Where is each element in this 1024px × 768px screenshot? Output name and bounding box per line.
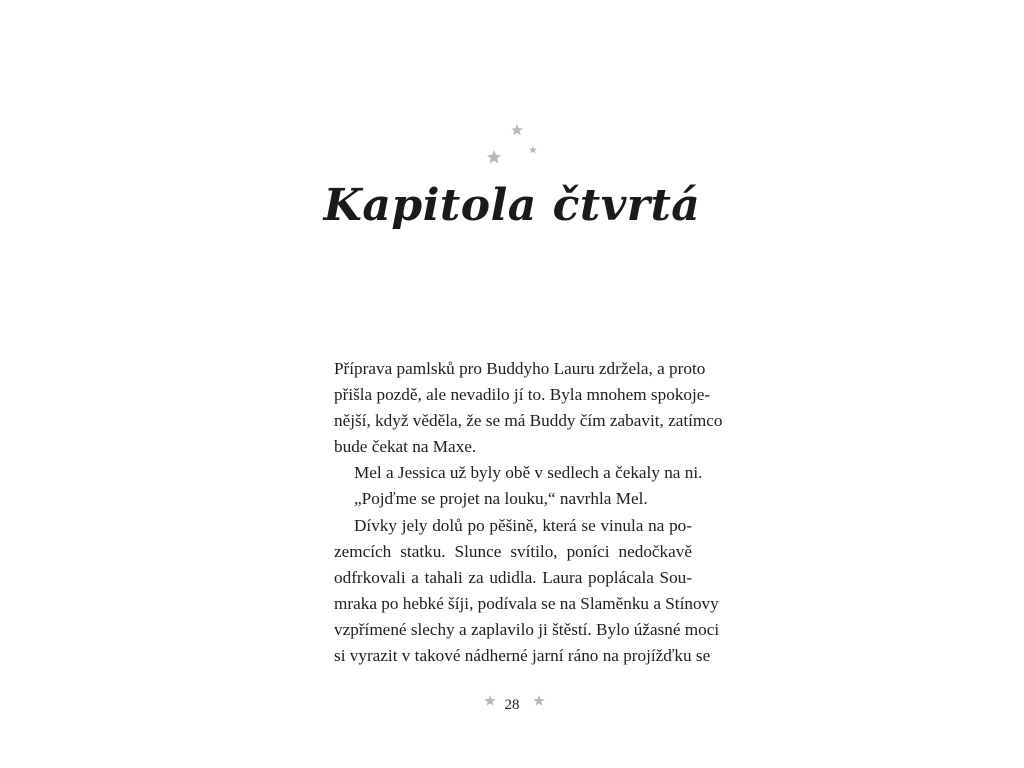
- star-icon: [529, 146, 537, 153]
- text-line: „Pojďme se projet na louku,“ navrhla Mel.: [354, 489, 648, 509]
- chapter-title: Kapitola čtvrtá: [323, 180, 701, 231]
- text-line: odfrkovali a tahali za udidla. Laura poplácala Sou-: [334, 567, 692, 587]
- body-text: [334, 356, 723, 669]
- star-icon: [511, 124, 523, 135]
- page-footer: [0, 693, 1024, 721]
- star-cluster-icon: [0, 0, 1024, 200]
- text-line: nější, když věděla, že se má Buddy čím zabavit, zatímco: [334, 411, 723, 431]
- text-line: vzpřímené slechy a zaplavilo ji štěstí. Bylo úžasné moci: [334, 619, 720, 639]
- text-line: zemcích statku. Slunce svítilo, poníci nedočkavě: [334, 541, 692, 561]
- text-line: bude čekat na Maxe.: [334, 437, 477, 457]
- text-line: mraka po hebké šíji, podívala se na Slaměnku a Stínovy: [334, 593, 719, 613]
- star-icon: [533, 695, 545, 707]
- page-number: 28: [504, 697, 520, 713]
- text-line: Příprava pamlsků pro Buddyho Lauru zdržela, a proto: [334, 359, 706, 378]
- text-line: Mel a Jessica už byly obě v sedlech a čekaly na ni.: [354, 463, 703, 483]
- star-icon: [487, 150, 501, 163]
- text-line: Dívky jely dolů po pěšině, která se vinula na po-: [354, 515, 692, 535]
- text-line: si vyrazit v takové nádherné jarní ráno na projížďku se: [334, 646, 711, 666]
- text-line: přišla pozdě, ale nevadilo jí to. Byla mnohem spokoje-: [334, 385, 711, 405]
